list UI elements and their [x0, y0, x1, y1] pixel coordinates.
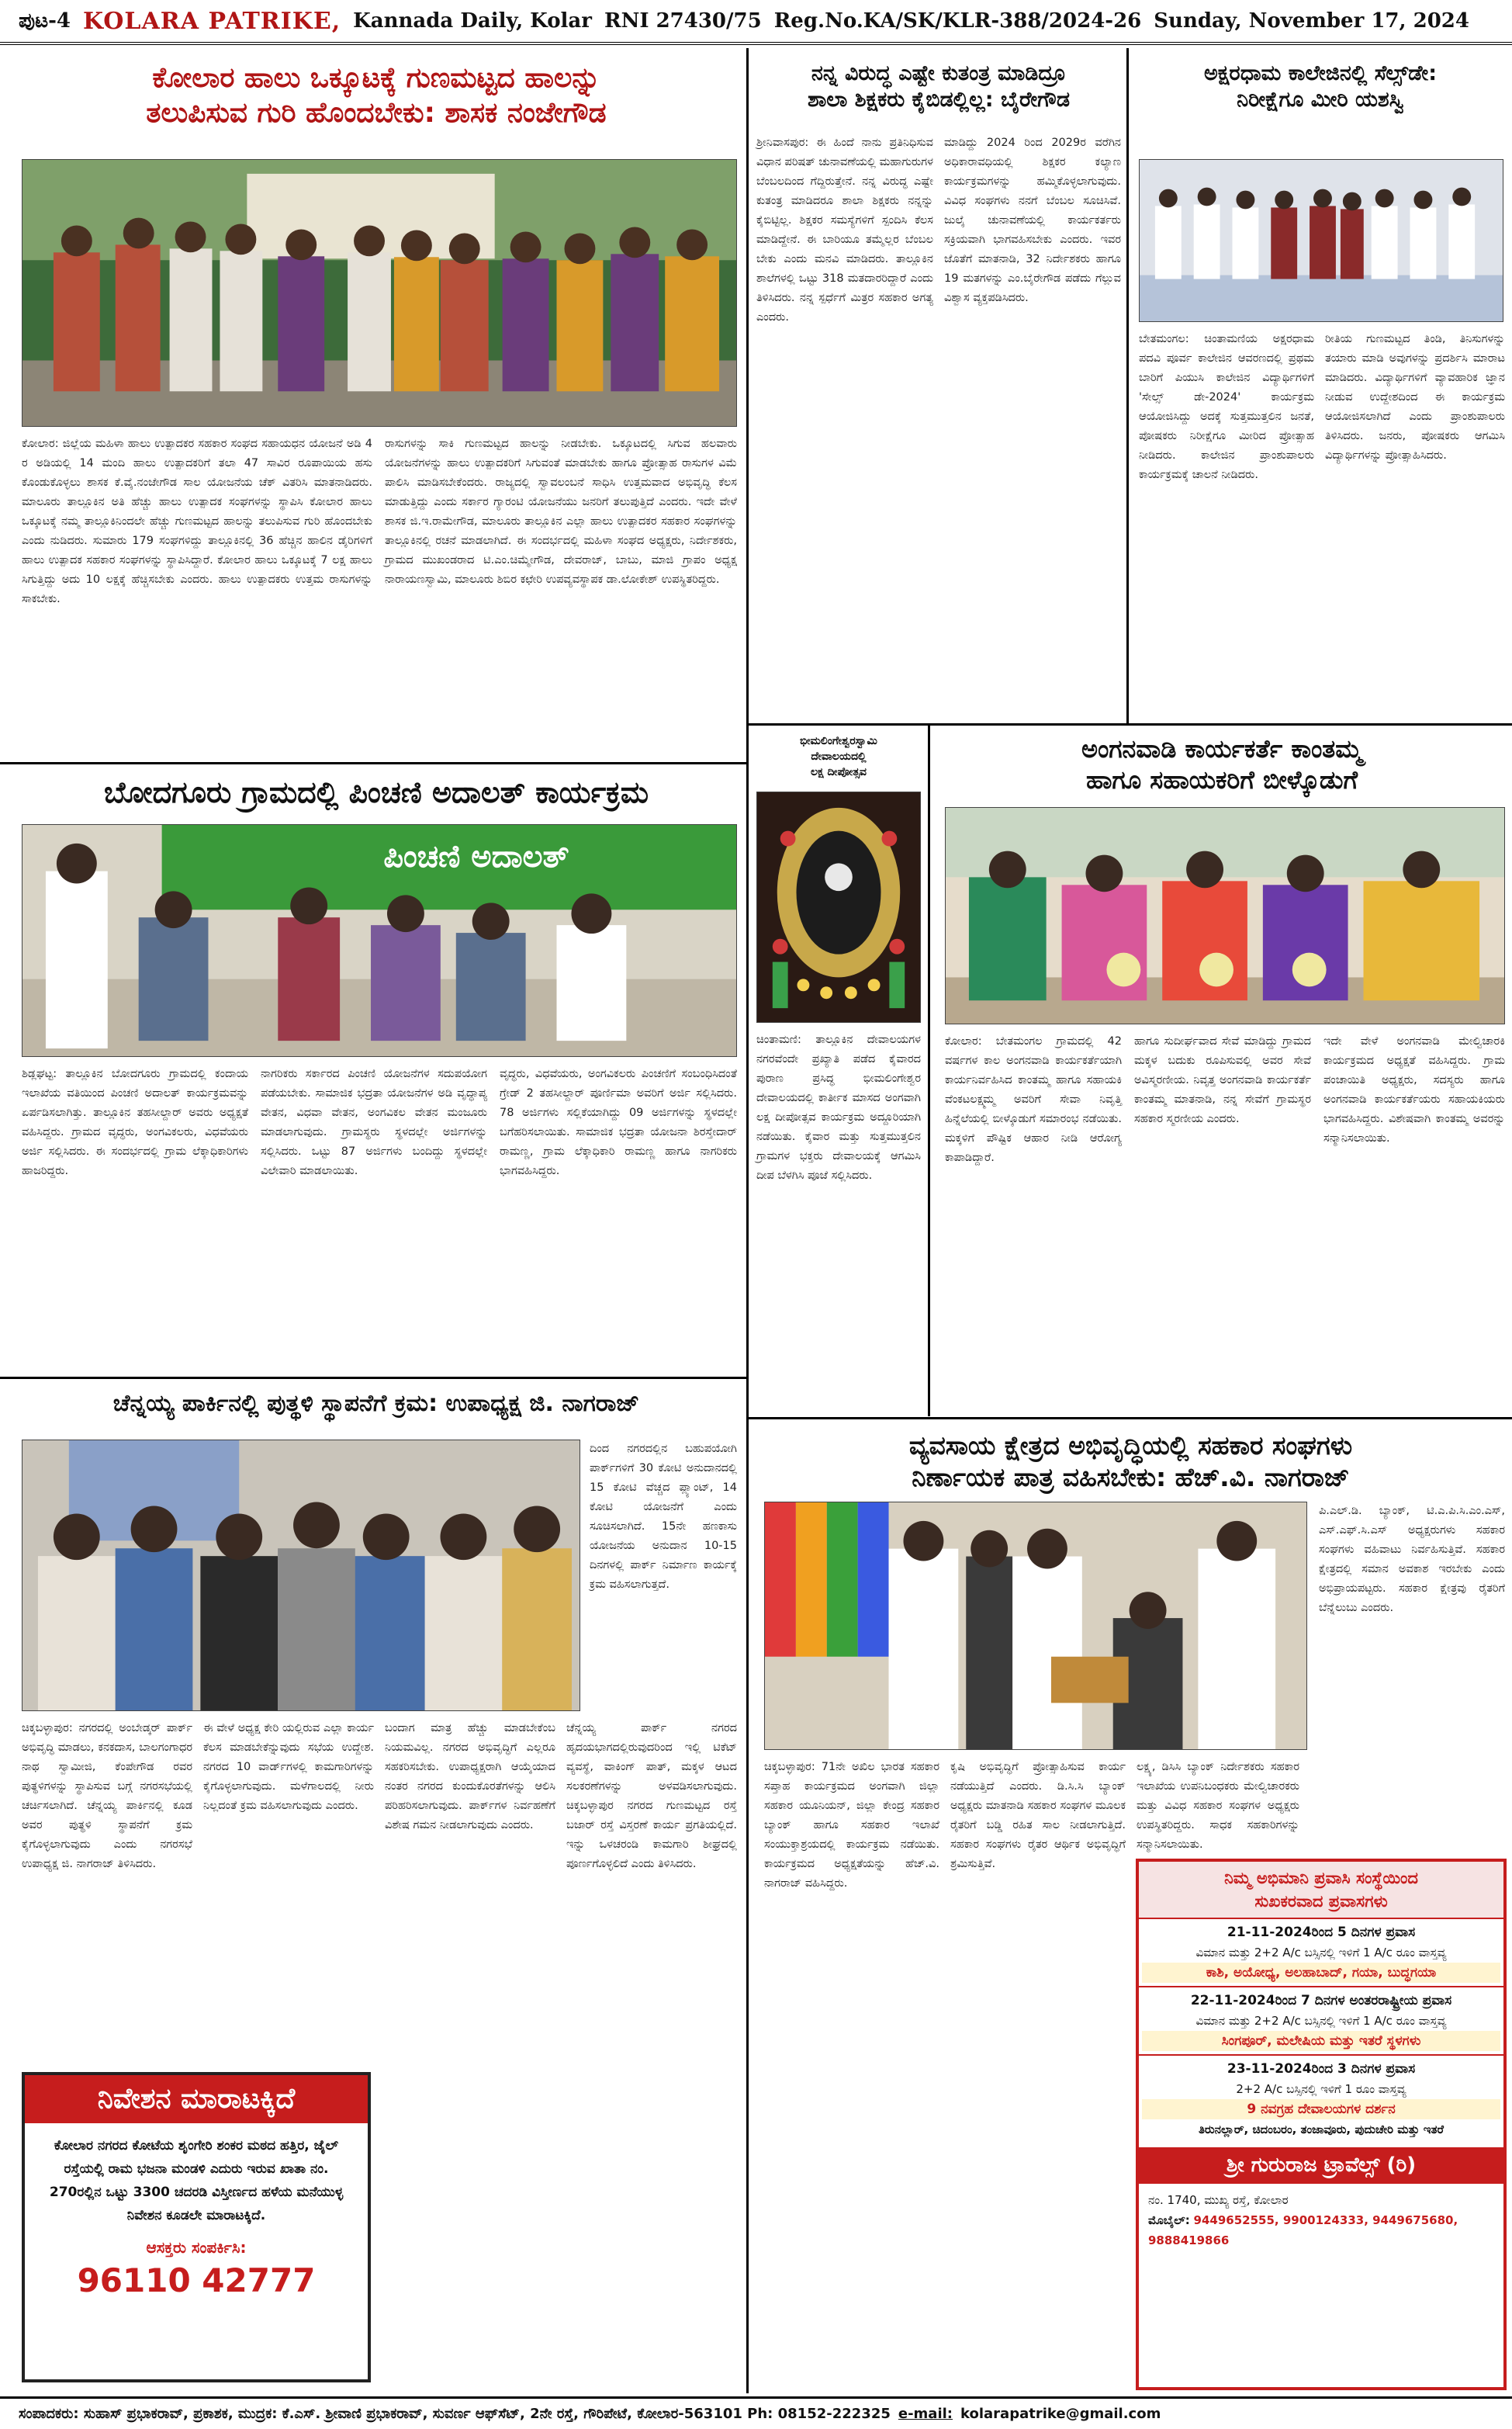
issue-date: Sunday, November 17, 2024 — [1154, 9, 1469, 33]
travels-phones: 9449652555, 9900124333, 9449675680, 9888419866 — [1148, 2213, 1458, 2247]
story1-column-2: ರಾಸುಗಳನ್ನು ಸಾಕಿ ಗುಣಮಟ್ಟದ ಹಾಲನ್ನು ನೀಡಬೇಕು. ಒಕ್ಕೂಟದಲ್ಲಿ ಸಿಗುವ ಹಲವಾರು ಯೋಜನೆಗಳನ್ನು ಹಾಲು ಉತ್ಪಾದಕರಿಗೆ ಸಿಗುವಂತೆ ಮಾಡಬೇಕು ಹಾಗೂ ಪ್ರೋತ್ಸಾಹ ರಾಸುಗಳ ವಿಮೆ ಪಾಲಿಸಿ ಮಾಡಿಸಬೇಕೆಂದರು. ರಾಜ್ಯದಲ್ಲಿ ಸ್ವಾವಲಂಬನೆ ಸಾಧಿಸಿ ಉತ್ತಮವಾದ ಅಭಿವೃದ್ಧಿ ಕೆಲಸ ಮಾಡುತ್ತಿದ್ದು ಎಂದು ಸರ್ಕಾರ ಗ್ಯಾರಂಟಿ ಯೋಜನೆಯು ಜನರಿಗೆ ತಲುಪುತ್ತಿದೆ ಎಂದರು. ಇದೇ ವೇಳೆ ಶಾಸಕ ಜಿ.ಇ.ರಾಮೇಗೌಡ, ಮಾಲೂರು ತಾಲ್ಲೂಕಿನ ಎಲ್ಲಾ ಹಾಲು ಉತ್ಪಾದಕರ ಸಹಕಾರ ಸಂಘಗಳನ್ನು ತಾಲ್ಲೂಕಿನಲ್ಲಿ ರಚನೆ ಮಾಡಲಾಗಿದೆ. ಈ ಸಂದರ್ಭದಲ್ಲಿ ಮಹಿಳಾ ಸಂಘದ ಅಧ್ಯಕ್ಷರು, ನಿರ್ದೇಶಕರು, ಗ್ರಾಮದ ಮುಖಂಡರಾದ ಟಿ.ಎಂ.ಚಿಮ್ಮೇಗೌಡ, ದೇವರಾಜ್, ಬಾಬು, ಮಾಜಿ ಗ್ರಾಪಂ ಅಧ್ಯಕ್ಷ ನಾರಾಯಣಸ್ವಾಮಿ, ಮಾಲೂರು ಶಿಬಿರ ಕಛೇರಿ ಉಪವ್ಯವಸ್ಥಾಪಕ ಡಾ.ಲೋಕೇಶ್ ಉಪಸ್ಥಿತರಿದ್ದರು. — [385, 438, 737, 586]
ad-contact-label: ಆಸಕ್ತರು ಸಂಪರ್ಕಿಸಿ: — [146, 2238, 247, 2257]
story5-headline: ಚೆನ್ನಯ್ಯ ಪಾರ್ಕಿನಲ್ಲಿ ಪುತ್ಥಳಿ ಸ್ಥಾಪನೆಗೆ ಕ್ರಮ: ಉಪಾಧ್ಯಕ್ಷ ಜಿ. ನಾಗರಾಜ್ — [112, 1390, 640, 1417]
story1-column-1: ಕೋಲಾರ: ಜಿಲ್ಲೆಯ ಮಹಿಳಾ ಹಾಲು ಉತ್ಪಾದಕರ ಸಹಕಾರ ಸಂಘದ ಸಹಾಯಧನ ಯೋಜನೆ ಅಡಿ 4 ರ ಅಡಿಯಲ್ಲಿ 14 ಮಂದಿ ಹಾಲು ಉತ್ಪಾದಕರಿಗೆ ತಲಾ 47 ಸಾವಿರ ರೂಪಾಯಿಯ ಹಸು ಕೊಂಡುಕೊಳ್ಳಲು ಶಾಸಕ ಕೆ.ವೈ.ನಂಜೇಗೌಡ ಸಾಲ ಯೋಜನೆಯ ಚೆಕ್ ವಿತರಿಸಿ ಮಾತನಾಡಿದರು. ಮಾಲೂರು ತಾಲ್ಲೂಕಿನ ಅತಿ ಹೆಚ್ಚು ಹಾಲು ಉತ್ಪಾದಕ ಸಂಘಗಳನ್ನು ಸ್ಥಾಪಿಸಿ ಕೋಲಾರ ಹಾಲು ಒಕ್ಕೂಟಕ್ಕೆ ನಮ್ಮ ತಾಲ್ಲೂಕಿನಿಂದಲೇ ಹೆಚ್ಚು ಗುಣಮಟ್ಟದ ಹಾಲನ್ನು ತಲುಪಿಸುವ ಗುರಿ ಹೊಂದಬೇಕು ಎಂದು ನುಡಿದರು. ಸುಮಾರು 179 ಸಂಘಗಳಿದ್ದು ತಾಲ್ಲೂಕಿನಲ್ಲಿ 36 ಹೆಚ್ಚಿನ ಹಾಲಿನ ಡೈರಿಗಳಿಗೆ ಹಾಲು ಉತ್ಪಾದಕ ಸಹಕಾರ ಸಂಘಗಳನ್ನು ಸ್ಥಾಪಿಸಿದ್ದಾರೆ. ಕೋಲಾರ ಹಾಲು ಒಕ್ಕೂಟಕ್ಕೆ 7 ಲಕ್ಷ ಹಾಲು ಸಿಗುತ್ತಿದ್ದು ಅದು 10 ಲಕ್ಷಕ್ಕೆ ಹೆಚ್ಚಿಸಬೇಕು ಎಂದರು. ಹಾಲು ಉತ್ಪಾದಕರು ಉತ್ತಮ ರಾಸುಗಳನ್ನು ಸಾಕಬೇಕು. — [22, 438, 372, 605]
site-for-sale-ad — [22, 2072, 371, 2382]
column-divider — [928, 726, 930, 1416]
story3-column-2: ರೀತಿಯ ಗುಣಮಟ್ಟದ ತಿಂಡಿ, ತಿನಿಸುಗಳನ್ನು ತಯಾರು ಮಾಡಿ ಅವುಗಳನ್ನು ಪ್ರದರ್ಶಿಸಿ ಮಾರಾಟ ಮಾಡಿದರು. ವಿದ್ಯಾರ್ಥಿಗಳಿಗೆ ವ್ಯಾವಹಾರಿಕ ಜ್ಞಾನ ನೀಡುವ ಉದ್ದೇಶದಿಂದ ಈ ಕಾರ್ಯಕ್ರಮ ಆಯೋಜಿಸಲಾಗಿದೆ ಎಂದು ಪ್ರಾಂಶುಪಾಲರು ತಿಳಿಸಿದರು. ಜನರು, ಪೋಷಕರು ಆಗಮಿಸಿ ವಿದ್ಯಾರ್ಥಿಗಳನ್ನು ಪ್ರೋತ್ಸಾಹಿಸಿದರು. — [1325, 333, 1505, 462]
story7-column-2: ಹಾಗೂ ಸುದೀರ್ಘವಾದ ಸೇವೆ ಮಾಡಿದ್ದು ಗ್ರಾಮದ ಮಕ್ಕಳ ಬದುಕು ರೂಪಿಸುವಲ್ಲಿ ಅವರ ಸೇವೆ ಅವಿಸ್ಮರಣೀಯ. ನಿವೃತ್ತ ಅಂಗನವಾಡಿ ಕಾರ್ಯಕರ್ತೆ ಕಾಂತಮ್ಮ ಮಾತನಾಡಿ, ನನ್ನ ಸೇವೆಗೆ ಗ್ರಾಮಸ್ಥರ ಸಹಕಾರ ಸ್ಮರಣೀಯ ಎಂದರು. — [1134, 1035, 1311, 1125]
story1-photo — [22, 159, 737, 427]
story2-column-2: ಮಾಡಿದ್ದು 2024 ರಿಂದ 2029ರ ವರೆಗಿನ ಅಧಿಕಾರಾವಧಿಯಲ್ಲಿ ಶಿಕ್ಷಕರ ಕಲ್ಯಾಣ ಕಾರ್ಯಕ್ರಮಗಳನ್ನು ಹಮ್ಮಿಕೊಳ್ಳಲಾಗುವುದು. ವಿವಿಧ ಸಂಘಗಳು ನನಗೆ ಬೆಂಬಲ ಸೂಚಿಸಿವೆ. ಜುಲೈ ಚುನಾವಣೆಯಲ್ಲಿ ಕಾರ್ಯಕರ್ತರು ಸಕ್ರಿಯವಾಗಿ ಭಾಗವಹಿಸಬೇಕು ಎಂದರು. ಇವರ ಜೊತೆಗೆ ಮಾತನಾಡಿ, 32 ನಿರ್ದೇಶಕರು ಹಾಗೂ 19 ಮತಗಳನ್ನು ಎಂ.ಬೈರೇಗೌಡ ಪಡೆದು ಗೆಲ್ಲುವ ವಿಶ್ವಾಸ ವ್ಯಕ್ತಪಡಿಸಿದರು. — [944, 137, 1121, 304]
story1-headline: ಕೋಲಾರ ಹಾಲು ಒಕ್ಕೂಟಕ್ಕೆ ಗುಣಮಟ್ಟದ ಹಾಲನ್ನು ತಲುಪಿಸುವ ಗುರಿ ಹೊಂದಬೇಕು: ಶಾಸಕ ನಂಜೇಗೌಡ — [146, 62, 607, 129]
story2-column-1: ಶ್ರೀನಿವಾಸಪುರ: ಈ ಹಿಂದೆ ನಾನು ಪ್ರತಿನಿಧಿಸುವ ವಿಧಾನ ಪರಿಷತ್ ಚುನಾವಣೆಯಲ್ಲಿ ಮಹಾಗುರುಗಳ ಬೆಂಬಲದಿಂದ ಗೆದ್ದಿರುತ್ತೇನೆ. ನನ್ನ ವಿರುದ್ಧ ಎಷ್ಟೇ ಕುತಂತ್ರ ಮಾಡಿದರೂ ಶಾಲಾ ಶಿಕ್ಷಕರು ನನ್ನನ್ನು ಕೈಬಿಟ್ಟಿಲ್ಲ. ಶಿಕ್ಷಕರ ಸಮಸ್ಯೆಗಳಿಗೆ ಸ್ಪಂದಿಸಿ ಕೆಲಸ ಮಾಡಿದ್ದೇನೆ. ಈ ಬಾರಿಯೂ ತಮ್ಮೆಲ್ಲರ ಬೆಂಬಲ ಬೇಕು ಎಂದು ಮನವಿ ಮಾಡಿದರು. ತಾಲ್ಲೂಕಿನ ಶಾಲೆಗಳಲ್ಲಿ ಒಟ್ಟು 318 ಮತದಾರರಿದ್ದಾರೆ ಎಂದು ತಿಳಿಸಿದರು. ನನ್ನ ಸ್ಪರ್ಧೆಗೆ ಮಿತ್ರರ ಸಹಕಾರ ಅಗತ್ಯ ಎಂದರು. — [756, 137, 933, 324]
newspaper-title: KOLARA PATRIKE, — [83, 7, 341, 35]
story4-column-3: ವೃದ್ಧರು, ವಿಧವೆಯರು, ಅಂಗವಿಕಲರು ಪಿಂಚಣಿಗೆ ಸಂಬಂಧಿಸಿದಂತೆ ಗ್ರೇಡ್ 2 ತಹಸೀಲ್ದಾರ್ ಪೂರ್ಣಿಮಾ ಅವರಿಗೆ ಅರ್ಜಿ ಸಲ್ಲಿಸಿದರು. 78 ಅರ್ಜಿಗಳು ಸಲ್ಲಿಕೆಯಾಗಿದ್ದು 09 ಅರ್ಜಿಗಳನ್ನು ಸ್ಥಳದಲ್ಲೇ ಬಗೆಹರಿಸಲಾಯಿತು. ಸಾಮಾಜಿಕ ಭದ್ರತಾ ಯೋಜನಾ ಶಿರಸ್ತೇದಾರ್ ರಾಮಣ್ಣ, ಗ್ರಾಮ ಲೆಕ್ಕಾಧಿಕಾರಿ ರಾಮಣ್ಣ ಹಾಗೂ ನಾಗರಿಕರು ಭಾಗವಹಿಸಿದ್ದರು. — [500, 1068, 737, 1177]
story3-column-1: ಬೇತಮಂಗಲ: ಚಿಂತಾಮಣಿಯ ಅಕ್ಷರಧಾಮ ಪದವಿ ಪೂರ್ವ ಕಾಲೇಜಿನ ಆವರಣದಲ್ಲಿ ಪ್ರಥಮ ಬಾರಿಗೆ ಪಿಯುಸಿ ಕಾಲೇಜಿನ ವಿದ್ಯಾರ್ಥಿಗಳಿಗೆ 'ಸೇಲ್ಸ್ ಡೇ-2024' ಕಾರ್ಯಕ್ರಮ ಆಯೋಜಿಸಿದ್ದು ಅದಕ್ಕೆ ಸುತ್ತಮುತ್ತಲಿನ ಜನತೆ, ಪೋಷಕರು ನಿರೀಕ್ಷೆಗೂ ಮೀರಿದ ಪ್ರೋತ್ಸಾಹ ನೀಡಿದರು. ಕಾಲೇಜಿನ ಪ್ರಾಂಶುಪಾಲರು ಕಾರ್ಯಕ್ರಮಕ್ಕೆ ಚಾಲನೆ ನೀಡಿದರು. — [1139, 333, 1314, 481]
email-label: e-mail: — [898, 2406, 953, 2422]
travels-contact: ನಂ. 1740, ಮುಖ್ಯ ರಸ್ತೆ, ಕೋಲಾರ ಮೊಬೈಲ್: 9449652555, 9900124333, 9449675680, 9888419866 — [1148, 2193, 1458, 2247]
trip-1: 21-11-2024ರಿಂದ 5 ದಿನಗಳ ಪ್ರವಾಸ ವಿಮಾನ ಮತ್ತು 2+2 A/c ಬಸ್ಸಿನಲ್ಲಿ ಇಳಿಗೆ 1 A/c ರೂಂ ವಾಸ್ತವ್ಯ ಕಾಶಿ, ಅಯೋಧ್ಯ, ಅಲಹಾಬಾದ್, ಗಯಾ, ಬುದ್ಧಗಯಾ — [1139, 1918, 1503, 1986]
newspaper-subtitle: Kannada Daily, Kolar — [353, 9, 592, 33]
story8-column-2: ಕೃಷಿ ಅಭಿವೃದ್ಧಿಗೆ ಪ್ರೋತ್ಸಾಹಿಸುವ ಕಾರ್ಯ ನಡೆಯುತ್ತಿದೆ ಎಂದರು. ಡಿ.ಸಿ.ಸಿ ಬ್ಯಾಂಕ್ ಅಧ್ಯಕ್ಷರು ಮಾತನಾಡಿ ಸಹಕಾರ ಸಂಘಗಳ ಮೂಲಕ ರೈತರಿಗೆ ಬಡ್ಡಿ ರಹಿತ ಸಾಲ ನೀಡಲಾಗುತ್ತಿದೆ. ಸಹಕಾರ ಸಂಘಗಳು ರೈತರ ಆರ್ಥಿಕ ಅಭಿವೃದ್ಧಿಗೆ ಶ್ರಮಿಸುತ್ತಿವೆ. — [950, 1761, 1126, 1870]
imprint-text: ಸಂಪಾದಕರು: ಸುಹಾಸ್ ಪ್ರಭಾಕರಾವ್, ಪ್ರಕಾಶಕ, ಮುದ್ರಕ: ಕೆ.ಎಸ್. ಶ್ರೀವಾಣಿ ಪ್ರಭಾಕರಾವ್, ಸುವರ್ಣ ಆಫ್‌ಸೆಟ್, 2ನೇ ರಸ್ತೆ, ಗೌರಿಪೇಟೆ, ಕೋಲಾರ-563101 Ph: 08152-222325 — [19, 2406, 891, 2422]
story5-photo — [22, 1440, 580, 1711]
section-divider — [749, 1417, 1512, 1419]
story8-column-3: ಲಕ್ಷ್ಯ, ಡಿಸಿಸಿ ಬ್ಯಾಂಕ್ ನಿರ್ದೇಶಕರು ಸಹಕಾರ ಇಲಾಖೆಯ ಉಪನಿಬಂಧಕರು ಮೇಲ್ವಿಚಾರಕರು ಮತ್ತು ವಿವಿಧ ಸಹಕಾರ ಸಂಘಗಳ ಅಧ್ಯಕ್ಷರು ಉಪಸ್ಥಿತರಿದ್ದರು. ಸಾಧಕ ಸಹಕಾರಿಗಳನ್ನು ಸನ್ಮಾನಿಸಲಾಯಿತು. — [1137, 1761, 1299, 1851]
story5-column-4: ಚೆನ್ನಯ್ಯ ಪಾರ್ಕ್ ನಗರದ ಹೃದಯಭಾಗದಲ್ಲಿರುವುದರಿಂದ ಇಲ್ಲಿ ಟಿಕೆಟ್ ವ್ಯವಸ್ಥೆ, ವಾಕಿಂಗ್ ಪಾತ್, ಮಕ್ಕಳ ಆಟದ ಸಲಕರಣೆಗಳನ್ನು ಅಳವಡಿಸಲಾಗುವುದು. ಚಿಕ್ಕಬಳ್ಳಾಪುರ ನಗರದ ಗುಣಮಟ್ಟದ ರಸ್ತೆ ಬಜಾರ್ ರಸ್ತೆ ವಿಸ್ತರಣೆ ಕಾರ್ಯ ಪ್ರಗತಿಯಲ್ಲಿದೆ. ಇನ್ನು ಒಳಚರಂಡಿ ಕಾಮಗಾರಿ ಶೀಘ್ರದಲ್ಲಿ ಪೂರ್ಣಗೊಳ್ಳಲಿದೆ ಎಂದು ತಿಳಿಸಿದರು. — [566, 1722, 737, 1870]
story4-photo — [22, 824, 737, 1057]
story8-column-right: ಪಿ.ಎಲ್.ಡಿ. ಬ್ಯಾಂಕ್, ಟಿ.ಎ.ಪಿ.ಸಿ.ಎಂ.ಎಸ್, ಎಸ್.ಎಫ್.ಸಿ.ಎಸ್ ಅಧ್ಯಕ್ಷರುಗಳು ಸಹಕಾರ ಸಂಘಗಳು ವಹಿವಾಟು ನಿರ್ವಹಿಸುತ್ತಿವೆ. ಸಹಕಾರ ಕ್ಷೇತ್ರದಲ್ಲಿ ಸಮಾನ ಅವಕಾಶ ಇರಬೇಕು ಎಂದು ಅಭಿಪ್ರಾಯಪಟ್ಟರು. ಸಹಕಾರ ಕ್ಷೇತ್ರವು ರೈತರಿಗೆ ಬೆನ್ನೆಲುಬು ಎಂದರು. — [1319, 1505, 1505, 1614]
story5-column-right-top: ದಿಂದ ನಗರದಲ್ಲಿನ ಬಹುಪಯೋಗಿ ಪಾರ್ಕ್‌ಗಳಿಗೆ 30 ಕೋಟಿ ಅನುದಾನದಲ್ಲಿ 15 ಕೋಟಿ ವೆಚ್ಚದ ಪ್ಲ್ಯಾಂಟ್‌, 14 ಕೋಟಿ ಯೋಜನೆಗೆ ಎಂದು ಸೂಚಿಸಲಾಗಿದೆ. 15ನೇ ಹಣಕಾಸು ಯೋಜನೆಯ ಅನುದಾನ 10-15 ದಿನಗಳಲ್ಲಿ ಪಾರ್ಕ್ ನಿರ್ಮಾಣ ಕಾರ್ಯಕ್ಕೆ ಕ್ರಮ ವಹಿಸಲಾಗುತ್ತದೆ. — [590, 1443, 737, 1591]
story7-column-3: ಇದೇ ವೇಳೆ ಅಂಗನವಾಡಿ ಮೇಲ್ವಿಚಾರಕಿ ಕಾರ್ಯಕ್ರಮದ ಅಧ್ಯಕ್ಷತೆ ವಹಿಸಿದ್ದರು. ಗ್ರಾಮ ಪಂಚಾಯಿತಿ ಅಧ್ಯಕ್ಷರು, ಸದಸ್ಯರು ಹಾಗೂ ಅಂಗನವಾಡಿ ಕಾರ್ಯಕರ್ತೆಯರು ಸಹಾಯಕಿಯರು ಭಾಗವಹಿಸಿದ್ದರು. ವಿಶೇಷವಾಗಿ ಕಾಂತಮ್ಮ ಅವರನ್ನು ಸನ್ಮಾನಿಸಲಾಯಿತು. — [1323, 1035, 1505, 1145]
travels-company-name: ಶ್ರೀ ಗುರುರಾಜ ಟ್ರಾವೆಲ್ಸ್ (ರಿ) — [1139, 2147, 1503, 2184]
column-divider — [746, 48, 749, 2393]
pension-adalat-banner: ಪಿಂಚಣಿ ಅದಾಲತ್ — [383, 839, 569, 875]
story3-photo — [1139, 159, 1503, 322]
page-label: ಪುಟ-4 — [19, 9, 71, 33]
trip-3: 23-11-2024ರಿಂದ 3 ದಿನಗಳ ಪ್ರವಾಸ 2+2 A/c ಬಸ್ಸಿನಲ್ಲಿ ಇಳಿಗೆ 1 ರೂಂ ವಾಸ್ತವ್ಯ 9 ನವಗ್ರಹ ದೇವಾಲಯಗಳ ದರ್ಶನ ತಿರುನಲ್ಲಾರ್, ಚಿದಂಬರಂ, ತಂಜಾವೂರು, ಪುದುಚೇರಿ ಮತ್ತು ಇತರೆ — [1139, 2054, 1503, 2143]
email-address[interactable]: kolarapatrike@gmail.com — [960, 2406, 1161, 2422]
story5-column-3: ಬಂದಾಗ ಮಾತ್ರ ಹೆಚ್ಚು ಮಾಡಬೇಕೆಂಬ ನಿಯಮವಿಲ್ಲ. ನಗರದ ಅಭಿವೃದ್ಧಿಗೆ ಎಲ್ಲರೂ ಸಹಕರಿಸಬೇಕು. ಉಪಾಧ್ಯಕ್ಷರಾಗಿ ಆಯ್ಕೆಯಾದ ನಂತರ ನಗರದ ಕುಂದುಕೊರತೆಗಳನ್ನು ಆಲಿಸಿ ಪರಿಹರಿಸಲಾಗುವುದು. ಪಾರ್ಕ್‌ಗಳ ನಿರ್ವಹಣೆಗೆ ವಿಶೇಷ ಗಮನ ನೀಡಲಾಗುವುದು ಎಂದರು. — [385, 1722, 555, 1831]
story7-photo — [945, 807, 1505, 1024]
trip-2: 22-11-2024ರಿಂದ 7 ದಿನಗಳ ಅಂತರರಾಷ್ಟ್ರೀಯ ಪ್ರವಾಸ ವಿಮಾನ ಮತ್ತು 2+2 A/c ಬಸ್ಸಿನಲ್ಲಿ ಇಳಿಗೆ 1 A/c ರೂಂ ವಾಸ್ತವ್ಯ ಸಿಂಗಪೂರ್, ಮಲೇಷಿಯ ಮತ್ತು ಇತರೆ ಸ್ಥಳಗಳು — [1139, 1986, 1503, 2054]
story5-column-2: ಈ ವೇಳೆ ಅಧ್ಯಕ್ಷ ಕೇರಿ ಯಲ್ಲಿರುವ ಎಲ್ಲಾ ಕಾರ್ಯ ಕೆಲಸ ಮಾಡಬೇಕೆನ್ನುವುದು ಸಭೆಯ ಉದ್ದೇಶ. ನಗರದ 10 ವಾರ್ಡ್‌ಗಳಲ್ಲಿ ಕಾಮಗಾರಿಗಳನ್ನು ಕೈಗೊಳ್ಳಲಾಗುವುದು. ಮಳೆಗಾಲದಲ್ಲಿ ನೀರು ನಿಲ್ಲದಂತೆ ಕ್ರಮ ವಹಿಸಲಾಗುವುದು ಎಂದರು. — [203, 1722, 374, 1812]
story8-column-1: ಚಿಕ್ಕಬಳ್ಳಾಪುರ: 71ನೇ ಅಖಿಲ ಭಾರತ ಸಹಕಾರ ಸಪ್ತಾಹ ಕಾರ್ಯಕ್ರಮದ ಅಂಗವಾಗಿ ಜಿಲ್ಲಾ ಸಹಕಾರ ಯೂನಿಯನ್, ಜಿಲ್ಲಾ ಕೇಂದ್ರ ಸಹಕಾರ ಬ್ಯಾಂಕ್ ಹಾಗೂ ಸಹಕಾರ ಇಲಾಖೆ ಸಂಯುಕ್ತಾಶ್ರಯದಲ್ಲಿ ಕಾರ್ಯಕ್ರಮ ನಡೆಯಿತು. ಕಾರ್ಯಕ್ರಮದ ಅಧ್ಯಕ್ಷತೆಯನ್ನು ಹೆಚ್.ವಿ. ನಾಗರಾಜ್ ವಹಿಸಿದ್ದರು. — [764, 1761, 939, 1890]
story6-photo — [756, 792, 921, 1023]
footer-imprint — [0, 2396, 1512, 2429]
ad-phone: 96110 42777 — [77, 2261, 316, 2299]
story6-column: ಚಿಂತಾಮಣಿ: ತಾಲ್ಲೂಕಿನ ದೇವಾಲಯಗಳ ನಗರವೆಂದೇ ಪ್ರಖ್ಯಾತಿ ಪಡೆದ ಕೈವಾರದ ಪುರಾಣ ಪ್ರಸಿದ್ಧ ಭೀಮಲಿಂಗೇಶ್ವರ ದೇವಾಲಯದಲ್ಲಿ ಕಾರ್ತೀಕ ಮಾಸದ ಅಂಗವಾಗಿ ಲಕ್ಷ ದೀಪೋತ್ಸವ ಕಾರ್ಯಕ್ರಮ ಅದ್ದೂರಿಯಾಗಿ ನಡೆಯಿತು. ಕೈವಾರ ಮತ್ತು ಸುತ್ತಮುತ್ತಲಿನ ಗ್ರಾಮಗಳ ಭಕ್ತರು ದೇವಾಲಯಕ್ಕೆ ಆಗಮಿಸಿ ದೀಪ ಬೆಳಗಿಸಿ ಪೂಜೆ ಸಲ್ಲಿಸಿದರು. — [756, 1034, 921, 1182]
story4-column-2: ನಾಗರಿಕರು ಸರ್ಕಾರದ ಪಿಂಚಣಿ ಯೋಜನೆಗಳ ಸದುಪಯೋಗ ಪಡೆಯಬೇಕು. ಸಾಮಾಜಿಕ ಭದ್ರತಾ ಯೋಜನೆಗಳ ಅಡಿ ವೃದ್ಧಾಪ್ಯ ವೇತನ, ವಿಧವಾ ವೇತನ, ಅಂಗವಿಕಲ ವೇತನ ಮಂಜೂರು ಮಾಡಲಾಗುವುದು. ಗ್ರಾಮಸ್ಥರು ಸ್ಥಳದಲ್ಲೇ ಅರ್ಜಿಗಳನ್ನು ಸಲ್ಲಿಸಿದರು. ಒಟ್ಟು 87 ಅರ್ಜಿಗಳು ಬಂದಿದ್ದು ಸ್ಥಳದಲ್ಲೇ ವಿಲೇವಾರಿ ಮಾಡಲಾಯಿತು. — [261, 1068, 487, 1177]
story8-headline: ವ್ಯವಸಾಯ ಕ್ಷೇತ್ರದ ಅಭಿವೃದ್ಧಿಯಲ್ಲಿ ಸಹಕಾರ ಸಂಘಗಳು ನಿರ್ಣಾಯಕ ಪಾತ್ರ ವಹಿಸಬೇಕು: ಹೆಚ್.ವಿ. ನಾಗರಾಜ್ — [908, 1430, 1353, 1493]
story7-headline: ಅಂಗನವಾಡಿ ಕಾರ್ಯಕರ್ತೆ ಕಾಂತಮ್ಮ ಹಾಗೂ ಸಹಾಯಕರಿಗೆ ಬೀಳ್ಕೊಡುಗೆ — [1081, 734, 1363, 795]
story4-headline: ಬೋದಗೂರು ಗ್ರಾಮದಲ್ಲಿ ಪಿಂಚಣಿ ಅದಾಲತ್ ಕಾರ್ಯಕ್ರಮ — [103, 775, 649, 809]
story6-label: ಭೀಮಲಿಂಗೇಶ್ವರಸ್ವಾಮಿ ದೇವಾಲಯದಲ್ಲಿ ಲಕ್ಷ ದೀಪೋತ್ಸವ — [800, 735, 877, 778]
story5-column-1: ಚಿಕ್ಕಬಳ್ಳಾಪುರ: ನಗರದಲ್ಲಿ ಅಂಬೇಡ್ಕರ್ ಪಾರ್ಕ್ ಅಭಿವೃದ್ಧಿ ಮಾಡಲು, ಕನಕದಾಸ, ಬಾಲಗಂಗಾಧರ ನಾಥ ಸ್ವಾಮೀಜಿ, ಕೆಂಪೇಗೌಡ ರವರ ಪುತ್ಥಳಿಗಳನ್ನು ಸ್ಥಾಪಿಸುವ ಬಗ್ಗೆ ನಗರಸಭೆಯಲ್ಲಿ ಚರ್ಚಿಸಲಾಗಿದೆ. ಚೆನ್ನಯ್ಯ ಪಾರ್ಕಿನಲ್ಲಿ ಕೂಡ ಅವರ ಪುತ್ಥಳಿ ಸ್ಥಾಪನೆಗೆ ಕ್ರಮ ಕೈಗೊಳ್ಳಲಾಗುವುದು ಎಂದು ನಗರಸಭೆ ಉಪಾಧ್ಯಕ್ಷ ಜಿ. ನಾಗರಾಜ್ ತಿಳಿಸಿದರು. — [22, 1722, 192, 1870]
registration-number: Reg.No.KA/SK/KLR-388/2024-26 — [773, 9, 1142, 33]
section-divider — [0, 762, 746, 764]
travels-ad — [1136, 1859, 1507, 2390]
story2-headline: ನನ್ನ ವಿರುದ್ಧ ಎಷ್ಟೇ ಕುತಂತ್ರ ಮಾಡಿದ್ರೂ ಶಾಲಾ ಶಿಕ್ಷಕರು ಕೈಬಿಡಲ್ಲಿಲ್ಲ: ಬೈರೇಗೌಡ — [807, 61, 1071, 112]
section-divider — [0, 1377, 746, 1379]
travels-ad-header: ನಿಮ್ಮ ಅಭಿಮಾನಿ ಪ್ರವಾಸಿ ಸಂಸ್ಥೆಯಿಂದ ಸುಖಕರವಾದ ಪ್ರವಾಸಗಳು — [1139, 1862, 1503, 1918]
section-divider — [749, 723, 1512, 726]
story4-column-1: ಶಿಡ್ಲಘಟ್ಟ: ತಾಲ್ಲೂಕಿನ ಬೋದಗೂರು ಗ್ರಾಮದಲ್ಲಿ ಕಂದಾಯ ಇಲಾಖೆಯ ವತಿಯಿಂದ ಪಿಂಚಣಿ ಅದಾಲತ್ ಕಾರ್ಯಕ್ರಮವನ್ನು ಏರ್ಪಡಿಸಲಾಗಿತ್ತು. ತಾಲ್ಲೂಕಿನ ತಹಸೀಲ್ದಾರ್ ಅವರು ಅಧ್ಯಕ್ಷತೆ ವಹಿಸಿದ್ದರು. ಗ್ರಾಮದ ವೃದ್ಧರು, ಅಂಗವಿಕಲರು, ವಿಧವೆಯರು ಅರ್ಜಿ ಸಲ್ಲಿಸಿದರು. ಈ ಸಂದರ್ಭದಲ್ಲಿ ಗ್ರಾಮ ಲೆಕ್ಕಾಧಿಕಾರಿಗಳು ಹಾಜರಿದ್ದರು. — [22, 1068, 248, 1177]
column-divider — [1126, 48, 1129, 723]
story8-photo — [764, 1502, 1307, 1750]
ad-body: ಕೋಲಾರ ನಗರದ ಕೋಟೆಯ ಶೃಂಗೇರಿ ಶಂಕರ ಮಠದ ಹತ್ತಿರ, ಜೈಲ್ ರಸ್ತೆಯಲ್ಲಿ ರಾಮ ಭಜನಾ ಮಂಡಳಿ ಎದುರು ಇರುವ ಖಾತಾ ನಂ. 270ರಲ್ಲಿನ ಒಟ್ಟು 3300 ಚದರಡಿ ವಿಸ್ತೀರ್ಣದ ಹಳೆಯ ಮನೆಯುಳ್ಳ ನಿವೇಶನ ಕೂಡಲೇ ಮಾರಾಟಕ್ಕಿದೆ. — [49, 2138, 344, 2223]
story7-column-1: ಕೋಲಾರ: ಬೇತಮಂಗಲ ಗ್ರಾಮದಲ್ಲಿ 42 ವರ್ಷಗಳ ಕಾಲ ಅಂಗನವಾಡಿ ಕಾರ್ಯಕರ್ತೆಯಾಗಿ ಕಾರ್ಯನಿರ್ವಹಿಸಿದ ಕಾಂತಮ್ಮ ಹಾಗೂ ಸಹಾಯಕಿ ವೆಂಕಟಲಕ್ಷ್ಮಮ್ಮ ಅವರಿಗೆ ಸೇವಾ ನಿವೃತ್ತಿ ಹಿನ್ನೆಲೆಯಲ್ಲಿ ಬೀಳ್ಕೊಡುಗೆ ಸಮಾರಂಭ ನಡೆಯಿತು. ಮಕ್ಕಳಿಗೆ ಪೌಷ್ಟಿಕ ಆಹಾರ ನೀಡಿ ಆರೋಗ್ಯ ಕಾಪಾಡಿದ್ದಾರೆ. — [945, 1035, 1122, 1164]
story3-headline: ಅಕ್ಷರಧಾಮ ಕಾಲೇಜಿನಲ್ಲಿ ಸೆಲ್ಸ್‌ಡೇ: ನಿರೀಕ್ಷೆಗೂ ಮೀರಿ ಯಶಸ್ವಿ — [1203, 61, 1437, 112]
masthead — [0, 0, 1512, 45]
rni-number: RNI 27430/75 — [604, 9, 762, 33]
ad-title: ನಿವೇಶನ ಮಾರಾಟಕ್ಕಿದೆ — [25, 2075, 368, 2123]
